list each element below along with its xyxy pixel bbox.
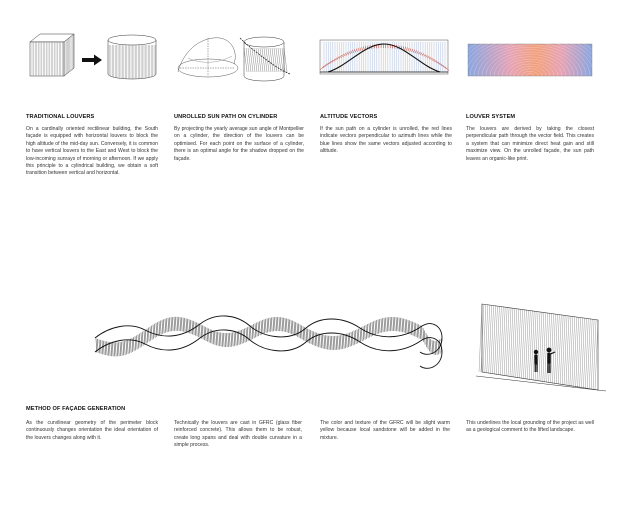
section-title-unrolled-sun-path: UNROLLED SUN PATH ON CYLINDER	[174, 114, 278, 120]
facade-perspective-diagram	[476, 296, 608, 392]
section-text-louver-system: The louvers are derived by taking the closest perpendicular path through the vector field. This creates a system that can minimize direct heat gain and still maximize view. On the unrolled façade, the sun path leaves an organic-like print.	[466, 126, 594, 162]
target-cylinder	[244, 37, 284, 81]
sun-path-cylinder-diagram	[174, 28, 294, 86]
section-title-traditional-louvers: TRADITIONAL LOUVERS	[26, 114, 95, 120]
method-paragraph-2: Technically the louvers are cast in GFRC (glass fiber reinforced concrete). This allows them to be robust, create long spans and deal with double curvature in a simple process.	[174, 420, 302, 449]
facade-ribbon-diagram	[90, 296, 460, 376]
sun-dome	[178, 38, 235, 72]
section-text-unrolled-sun-path: By projecting the yearly average sun angle of Montpellier on a cylinder, the direction of the louvers can be optimised. For each point on the surface of a cylinder, there is an optimal angle for the shadow dropped on the façade.	[174, 126, 304, 162]
arrow-icon	[82, 55, 102, 66]
box-to-cylinder-diagram	[24, 28, 164, 86]
section-title-louver-system: LOUVER SYSTEM	[466, 114, 516, 120]
method-paragraph-3: The color and texture of the GFRC will be slight warm yellow because local sandstone will be added in the mixture.	[320, 420, 450, 441]
section-text-altitude-vectors: If the sun path on a cylinder is unrolled, the red lines indicate vectors perpendicular to azimuth lines while the blue lines show the same vectors adjusted according to altitude.	[320, 126, 452, 155]
altitude-vectors-diagram	[318, 36, 450, 80]
section-text-traditional-louvers: On a cardinally oriented rectilinear building, the South façade is equipped with horizontal louvers to block the high altitude of the mid-day sun. Conversely, it is common to have vertical louvers to the East and West to block the low-incoming sunrays of morning or afternoon. If we apply this principle to a cylindrical building, we obtain a soft transition between vertical and horizontal.	[26, 126, 158, 177]
section-title-altitude-vectors: ALTITUDE VECTORS	[320, 114, 378, 120]
method-paragraph-1: As the curvilinear geometry of the perimeter block continuously changes orientation the ideal orientation of the louvers changes along with it.	[26, 420, 158, 441]
method-paragraph-4: This underlines the local grounding of the project as well as a geological comment to the lifted landscape.	[466, 420, 594, 434]
method-title: METHOD OF FAÇADE GENERATION	[26, 406, 126, 412]
louver-system-diagram	[466, 42, 594, 80]
